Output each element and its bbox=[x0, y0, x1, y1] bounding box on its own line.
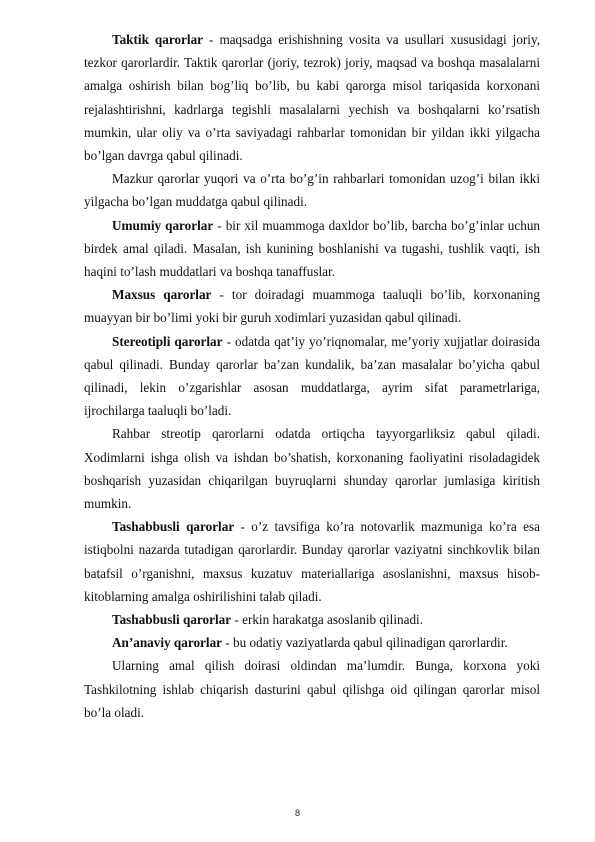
paragraph-ularning bbox=[84, 654, 540, 724]
document-body bbox=[84, 28, 540, 724]
paragraph-ananaviy bbox=[84, 631, 540, 654]
paragraph-maxsus bbox=[84, 283, 540, 329]
paragraph-text: - bu odatiy vaziyatlarda qabul qilinadigan qarorlardir. bbox=[222, 635, 508, 651]
paragraph-text: Mazkur qarorlar yuqori va o’rta bo’g’in rahbarlari tomonidan uzog’i bilan ikki yilgacha bo’lgan muddatga qabul qilinadi. bbox=[84, 171, 540, 210]
paragraph-stereotipli bbox=[84, 330, 540, 423]
paragraph-text: Ularning amal qilish doirasi oldindan ma’lumdir. Bunga, korxona yoki Tashkilotning ishlab chiqarish dasturini qabul qilishga oid qilingan qarorlar misol bo’la oladi. bbox=[84, 658, 540, 720]
term-tashabbusli-qarorlar-2: Tashabbusli qarorlar bbox=[112, 612, 232, 628]
paragraph-rahbar bbox=[84, 422, 540, 515]
paragraph-text: - tor doiradagi muammoga taaluqli bo’lib, korxonaning muayyan bir bo’limi yoki bir guruh xodimlari yuzasidan qabul qilinadi. bbox=[84, 287, 540, 326]
paragraph-text: - o’z tavsifiga ko’ra notovarlik mazmuniga ko’ra esa istiqbolni nazarda tutadigan qarorlardir. Bunday qarorlar vaziyatni sinchkovlik bilan batafsil o’rganishni, maxsus kuzatuv materiallariga asoslanishni, maxsus hisob-kitoblarning amalga oshirilishini talab qiladi. bbox=[84, 519, 540, 604]
term-maxsus-qarorlar: Maxsus qarorlar bbox=[112, 287, 212, 303]
paragraph-tashabbusli-2 bbox=[84, 608, 540, 631]
term-umumiy-qarorlar: Umumiy qarorlar bbox=[112, 217, 214, 233]
term-stereotipli-qarorlar: Stereotipli qarorlar bbox=[112, 333, 223, 349]
paragraph-umumiy bbox=[84, 214, 540, 284]
paragraph-taktik bbox=[84, 28, 540, 167]
paragraph-text: - erkin harakatga asoslanib qilinadi. bbox=[231, 612, 423, 628]
paragraph-text: - odatda qat’iy yo’riqnomalar, me’yoriy xujjatlar doirasida qabul qilinadi. Bunday qarorlar ba’zan kundalik, ba’zan masalalar bo’yicha qabul qilinadi, lekin o’zgarishlar asosan muddatlarga, ayrim sifat parametrlariga, ijrochilarga taaluqli bo’ladi. bbox=[84, 333, 540, 419]
paragraph-text: - bir xil muammoga daxldor bo’lib, barcha bo’g’inlar uchun birdek amal qiladi. Masalan, ish kunining boshlanishi va tugashi, tushlik vaqti, ish haqini to’lash muddatlari va boshqa tanaffuslar. bbox=[84, 217, 541, 280]
paragraph-tashabbusli bbox=[84, 515, 540, 608]
term-ananaviy-qarorlar: An’anaviy qarorlar bbox=[112, 635, 223, 651]
term-tashabbusli-qarorlar: Tashabbusli qarorlar bbox=[112, 519, 235, 535]
paragraph-text: Rahbar streotip qarorlarni odatda ortiqcha tayyorgarliksiz qabul qiladi. Xodimlarni ishga olish va ishdan bo’shatish, korxonaning faoliyatini risoladagidek boshqarish yuzasidan chiqarilgan buyruqlarni shunday qarorlar jumlasiga kiritish mumkin. bbox=[84, 426, 540, 512]
page-number: 8 bbox=[294, 808, 300, 818]
paragraph-text: - maqsadga erishishning vosita va usullari xususidagi joriy, tezkor qarorlardir. Taktik qarorlar (joriy, tezrok) joriy, maqsad va boshqa masalalarni amalga oshirish bilan bog’liq bo’lib, bu kabi qarorga misol tariqasida korxonani rejalashtirishni, kadrlarga tegishli masalalarni yechish va boshqalarni ko’rsatish mumkin, ular oliy va o’rta saviyadagi rahbarlar tomonidan bir yildan ikki yilgacha bo’lgan davrga qabul qilinadi. bbox=[84, 32, 540, 164]
term-taktik-qarorlar: Taktik qarorlar bbox=[112, 32, 204, 47]
paragraph-mazkur bbox=[84, 167, 540, 213]
